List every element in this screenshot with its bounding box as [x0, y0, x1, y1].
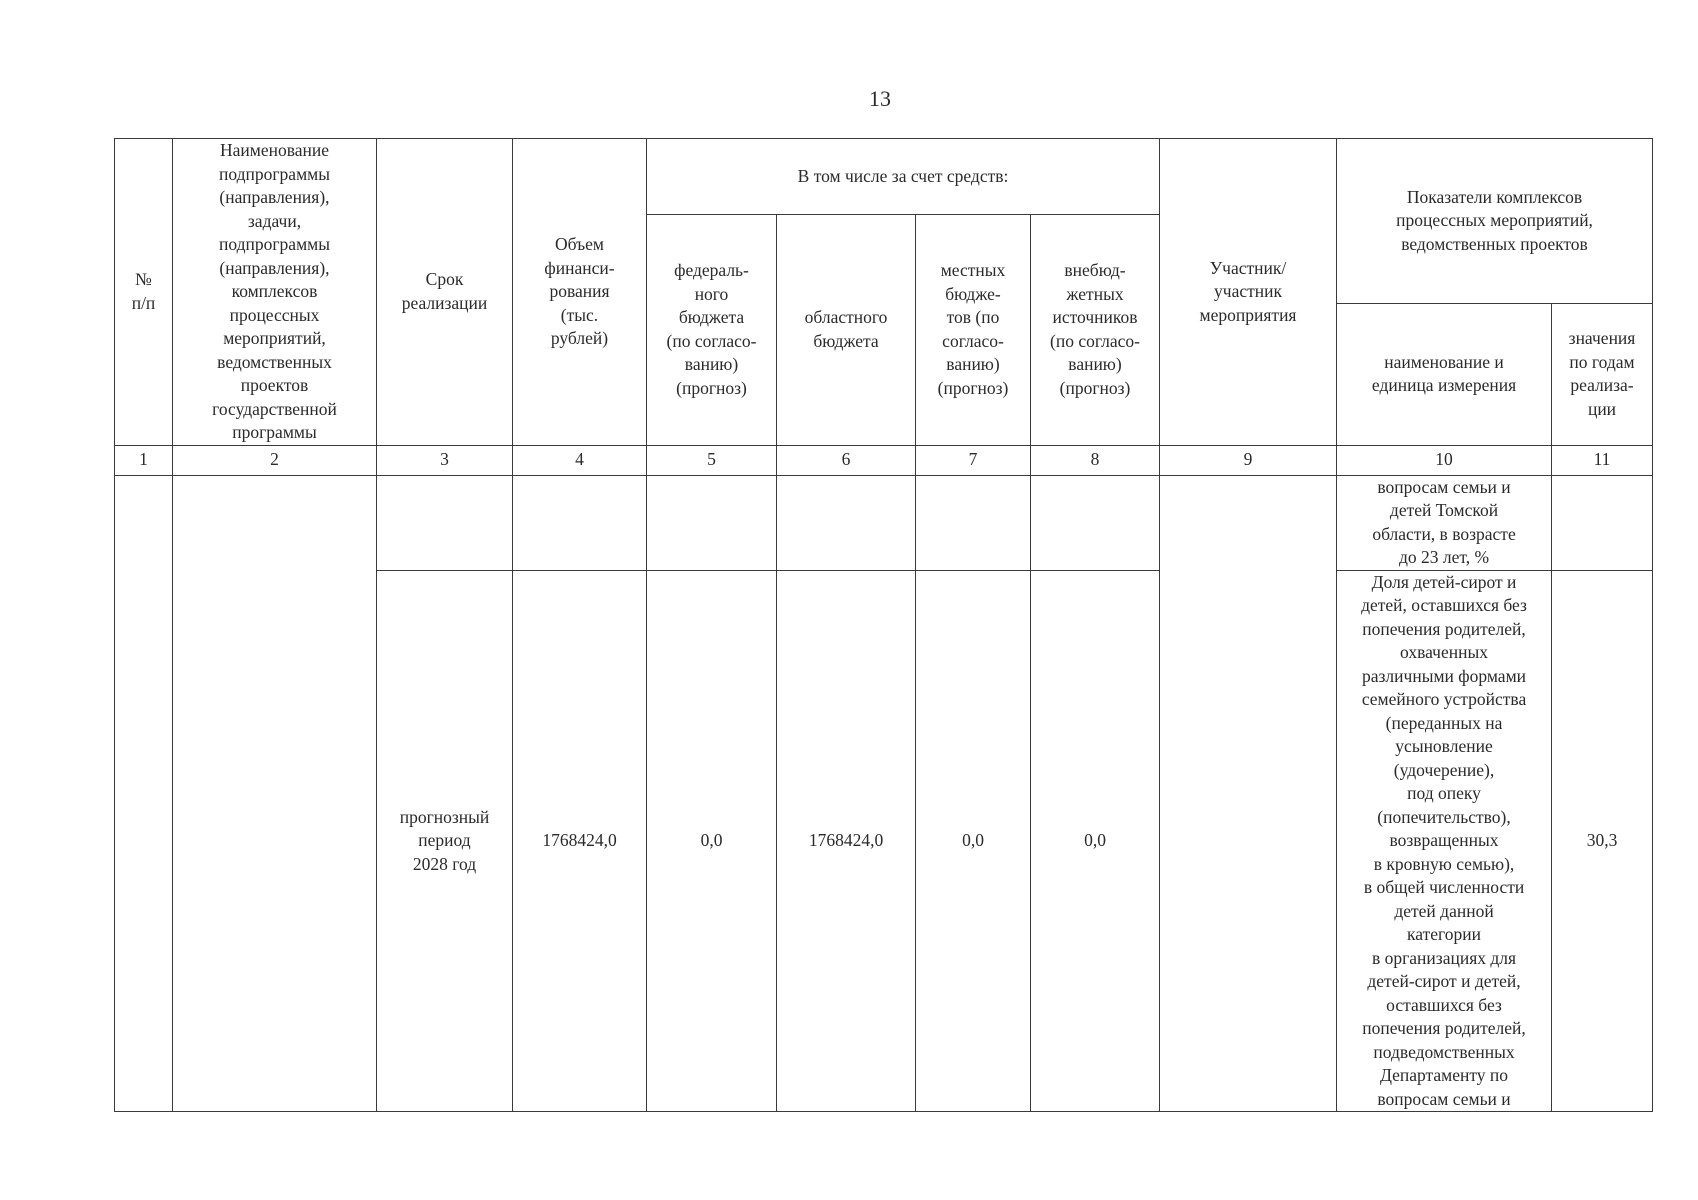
header-number: № п/п [115, 139, 173, 446]
cell-number [115, 475, 173, 1112]
column-number: 9 [1160, 445, 1337, 475]
header-federal-budget: федераль- ного бюджета (по согласо- ванию) (прогноз) [647, 215, 777, 446]
program-table [114, 138, 1653, 1112]
header-indicators-group: Показатели комплексов процессных мероприятий, ведомственных проектов [1337, 139, 1653, 304]
column-number: 5 [647, 445, 777, 475]
cell-regional: 1768424,0 [777, 570, 916, 1112]
cell-federal [647, 475, 777, 570]
cell-extrabudgetary: 0,0 [1031, 570, 1160, 1112]
cell-federal: 0,0 [647, 570, 777, 1112]
cell-local: 0,0 [916, 570, 1031, 1112]
header-local-budgets: местных бюдже- тов (по согласо- ванию) (прогноз) [916, 215, 1031, 446]
cell-indicator-value [1552, 475, 1653, 570]
header-funding-sources-group: В том числе за счет средств: [647, 139, 1160, 215]
cell-local [916, 475, 1031, 570]
header-funding-volume: Объем финанси- рования (тыс. рублей) [513, 139, 647, 446]
cell-extrabudgetary [1031, 475, 1160, 570]
header-indicator-values: значения по годам реализа- ции [1552, 303, 1653, 445]
table-row [115, 475, 1653, 570]
cell-participant [1160, 475, 1337, 1112]
cell-regional [777, 475, 916, 570]
column-number: 2 [173, 445, 377, 475]
cell-indicator-name: Доля детей-сирот и детей, оставшихся без попечения родителей, охваченных различными формами семейного устройства (переданных на усыновление (удочерение), под опеку (попечительство), возвращенных в кровную семью), в общей численности детей данной категории в организациях для детей-сирот и детей, оставшихся без попечения родителей, подведомственных Департаменту по вопросам семьи и [1337, 570, 1552, 1112]
column-number: 3 [377, 445, 513, 475]
cell-term [377, 475, 513, 570]
column-numbers-row [115, 445, 1653, 475]
cell-indicator-name: вопросам семьи и детей Томской области, в возрасте до 23 лет, % [1337, 475, 1552, 570]
header-program-name: Наименование подпрограммы (направления), задачи, подпрограммы (направления), комплексов процессных мероприятий, ведомственных проектов государственной программы [173, 139, 377, 446]
cell-funding-volume [513, 475, 647, 570]
cell-term: прогнозный период 2028 год [377, 570, 513, 1112]
header-indicator-name: наименование и единица измерения [1337, 303, 1552, 445]
header-regional-budget: областного бюджета [777, 215, 916, 446]
column-number: 6 [777, 445, 916, 475]
column-number: 7 [916, 445, 1031, 475]
cell-indicator-value: 30,3 [1552, 570, 1653, 1112]
header-term: Срок реализации [377, 139, 513, 446]
page-number: 13 [869, 86, 891, 111]
column-number: 10 [1337, 445, 1552, 475]
column-number: 11 [1552, 445, 1653, 475]
column-number: 4 [513, 445, 647, 475]
column-number: 8 [1031, 445, 1160, 475]
header-participant: Участник/ участник мероприятия [1160, 139, 1337, 446]
header-extrabudgetary: внебюд- жетных источников (по согласо- ванию) (прогноз) [1031, 215, 1160, 446]
cell-funding-volume: 1768424,0 [513, 570, 647, 1112]
column-number: 1 [115, 445, 173, 475]
cell-program-name [173, 475, 377, 1112]
